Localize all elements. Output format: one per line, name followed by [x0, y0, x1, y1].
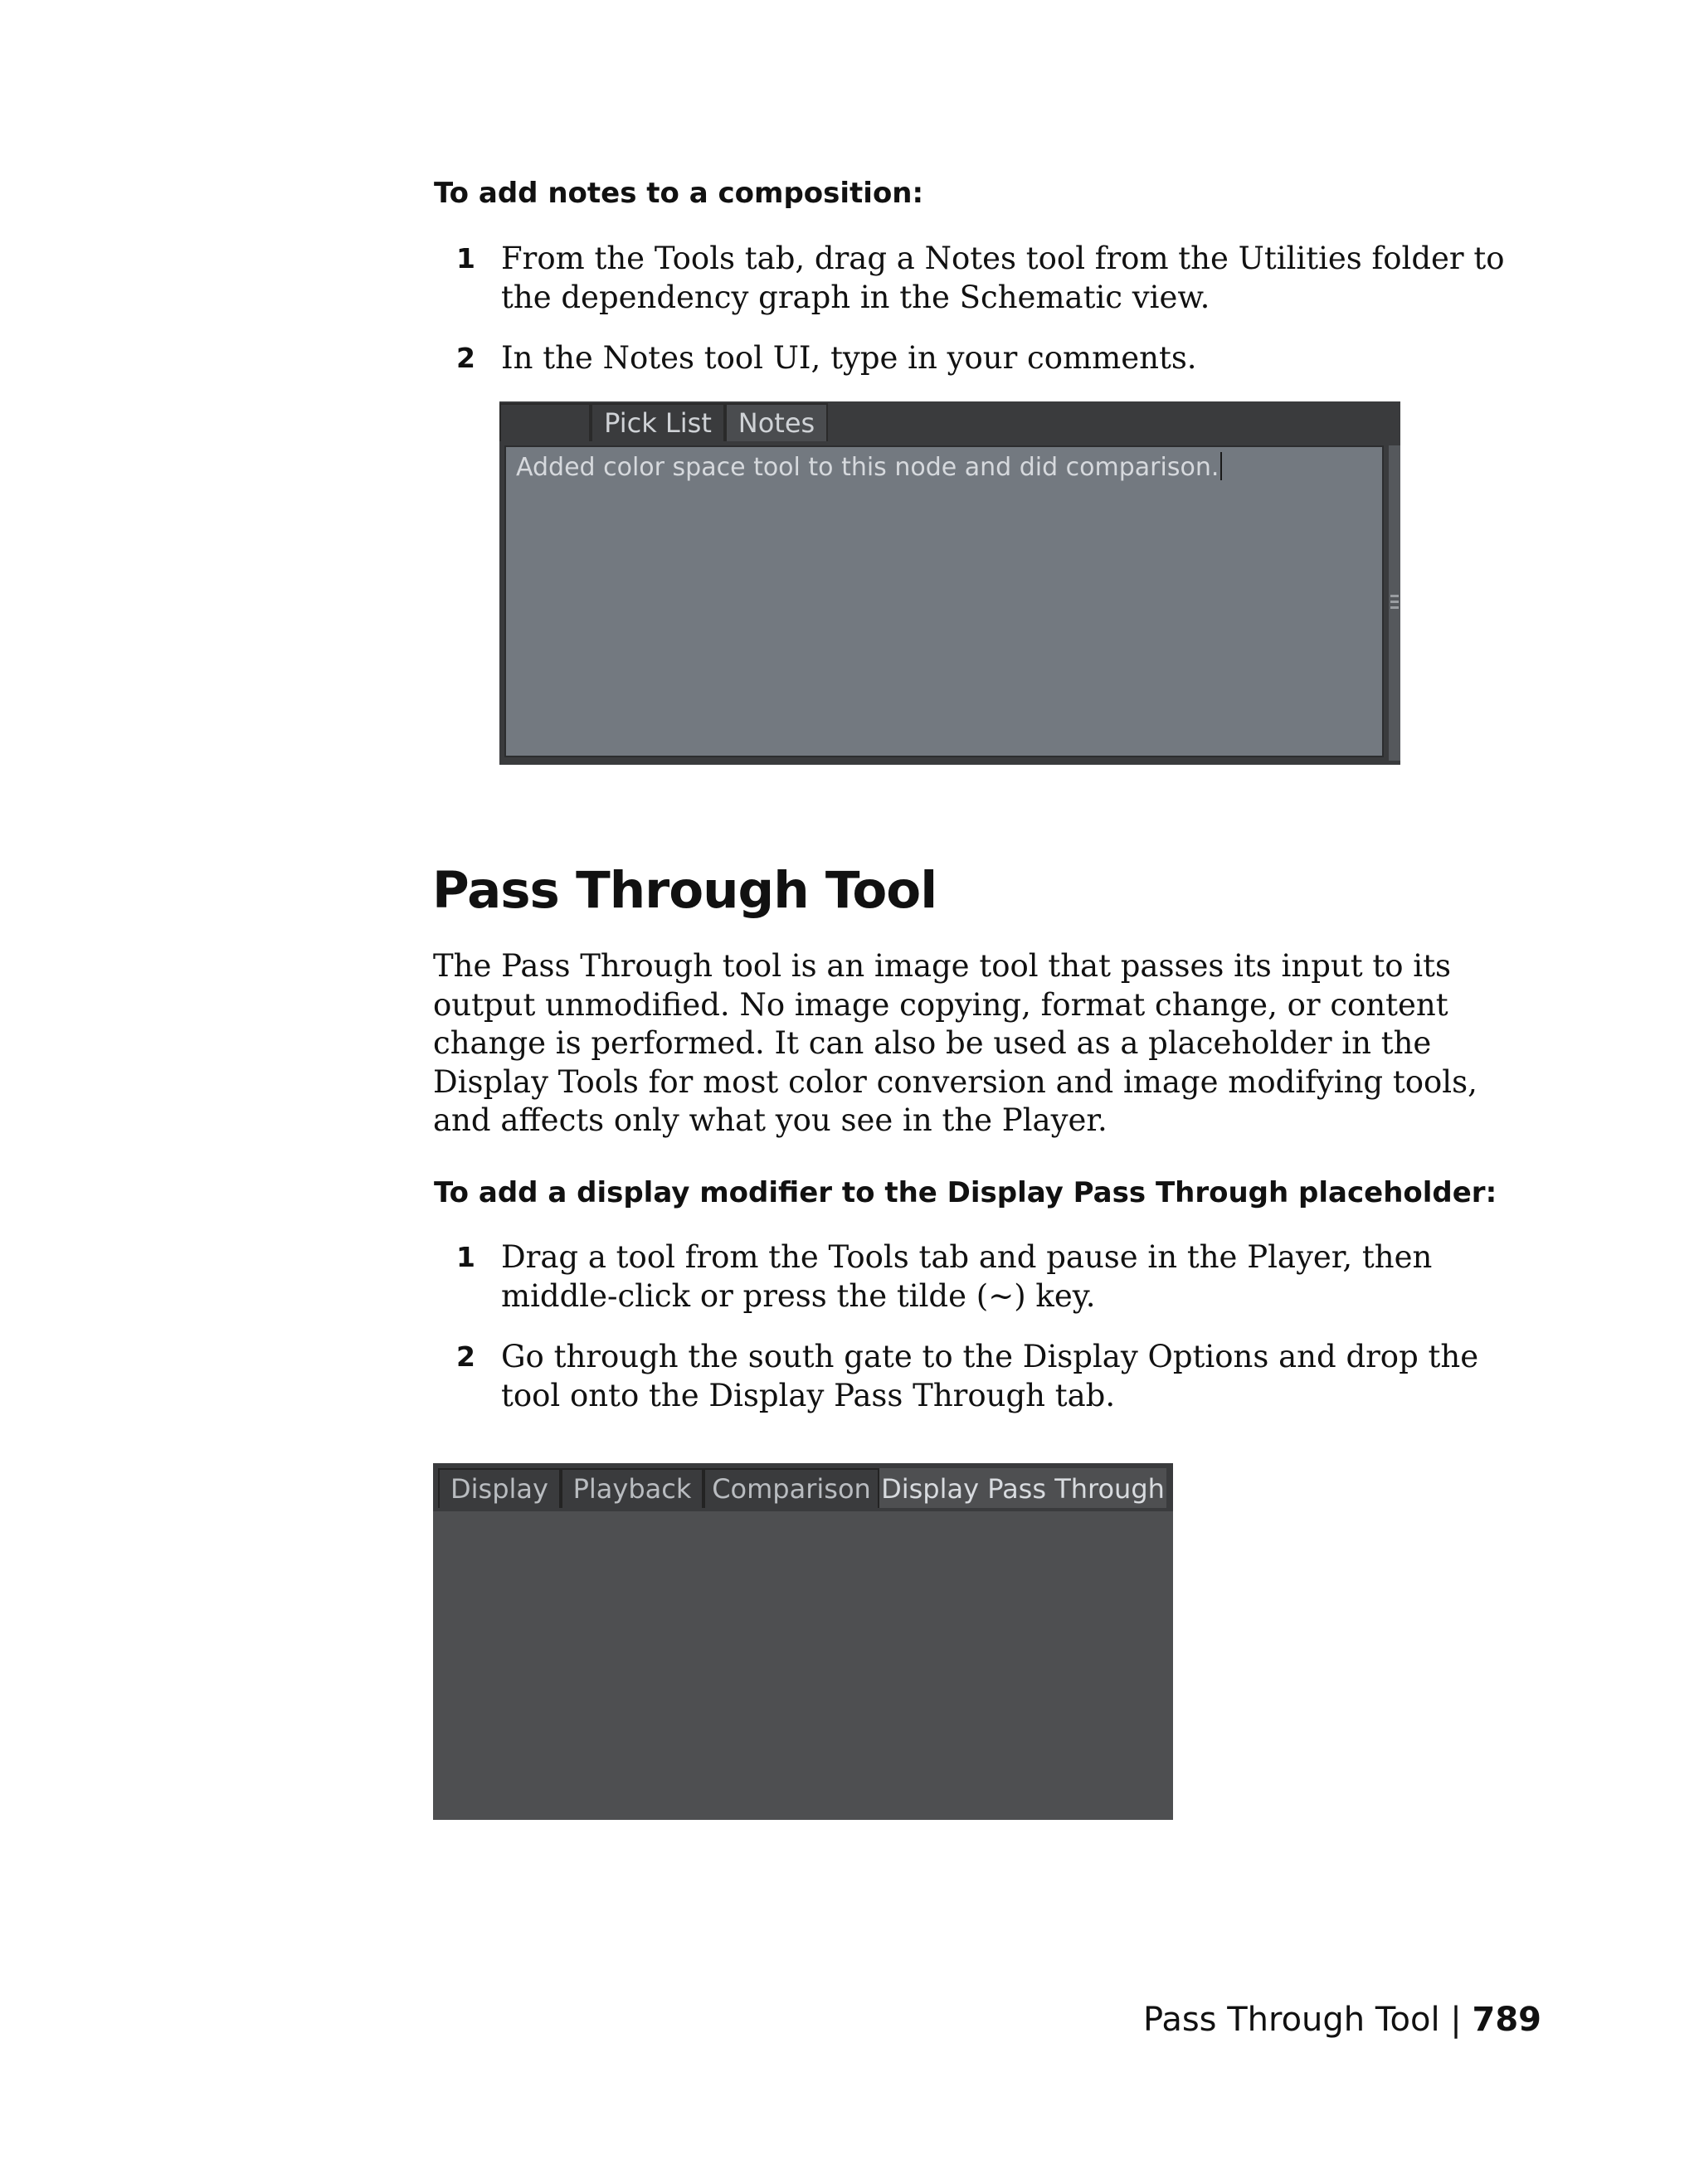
scroll-grip-icon[interactable] — [1389, 591, 1400, 616]
tab-display-pass-through[interactable]: Display Pass Through — [879, 1468, 1166, 1508]
step-text: Go through the south gate to the Display Options and drop the tool onto the Display Pass Through tab. — [501, 1339, 1479, 1413]
step-text: From the Tools tab, drag a Notes tool from the Utilities folder to the dependency graph in the Schematic view. — [501, 241, 1505, 315]
scrollbar[interactable] — [1389, 445, 1400, 761]
display-tab-bar — [433, 1463, 1173, 1511]
section-heading: Pass Through Tool — [432, 861, 937, 920]
footer-separator: | — [1450, 2001, 1462, 2039]
page-number: 789 — [1472, 2001, 1541, 2039]
notes-text: Added color space tool to this node and did comparison. — [516, 453, 1219, 482]
procedure-heading-notes: To add notes to a composition: — [434, 177, 924, 210]
notes-tool-panel — [499, 401, 1400, 765]
notes-text-area[interactable] — [504, 445, 1384, 757]
footer-section-title: Pass Through Tool — [1143, 2001, 1440, 2039]
text-caret — [1220, 452, 1222, 480]
body-paragraph: The Pass Through tool is an image tool that passes its input to its output unmodified. No image copying, format change, or content change is performed. It can also be used as a placeholder in the Display Tools for most color conversion and image modifying tools, and affects only what you see in the Player. — [433, 948, 1477, 1138]
tab-playback[interactable]: Playback — [561, 1468, 703, 1508]
step-text: In the Notes tool UI, type in your comments. — [501, 340, 1197, 376]
tab-display[interactable]: Display — [438, 1468, 561, 1508]
page-footer — [1143, 2001, 1541, 2039]
tab-notes[interactable]: Notes — [725, 403, 828, 441]
tab-pick-list[interactable]: Pick List — [591, 403, 725, 441]
step-number: 2 — [456, 1340, 475, 1373]
tab-blank[interactable] — [499, 403, 591, 441]
display-options-panel — [433, 1463, 1173, 1820]
step-number: 1 — [456, 1241, 475, 1273]
step-number: 2 — [456, 342, 475, 374]
tab-comparison[interactable]: Comparison — [703, 1468, 879, 1508]
step-text: Drag a tool from the Tools tab and pause in the Player, then middle-click or press the tilde (~) key. — [501, 1239, 1433, 1314]
procedure-heading-display: To add a display modifier to the Display Pass Through placeholder: — [434, 1176, 1497, 1209]
step-number: 1 — [456, 242, 475, 275]
notes-tab-bar — [499, 401, 1400, 443]
